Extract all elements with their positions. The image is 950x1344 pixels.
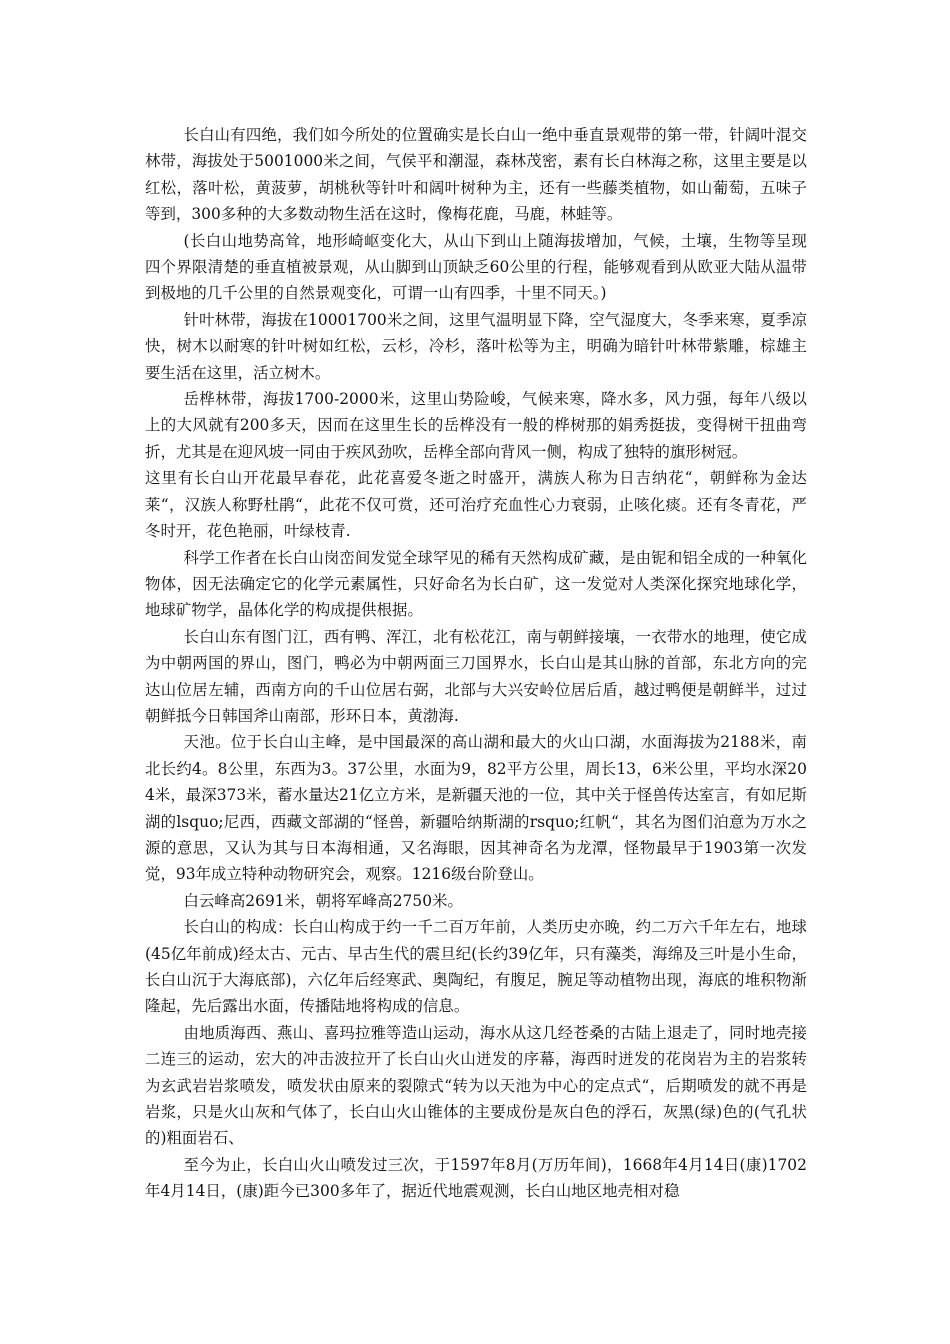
- paragraph-formation: 长白山的构成：长白山构成于约一千二百万年前，人类历史亦晚，约二万六千年左右，地球(45亿年前成)经太古、元古、早古生代的震旦纪(长约39亿年，只有藻类，海绵及三叶是小生命，长白山沉于大海底部)，六亿年后经寒武、奥陶纪，有腹足，腕足等动植物出现，海底的堆积物渐隆起，先后露出水面，传播陆地将构成的信息。: [145, 918, 807, 1016]
- paragraph-conifer-belt: 针叶林带，海拔在10001700米之间，这里气温明显下降，空气湿度大，冬季来寒，夏季凉快，树木以耐寒的针叶树如红松，云杉，冷杉，落叶松等为主，明确为暗针叶林带紫雕，棕雄主要生活在这里，活立树木。: [145, 310, 807, 382]
- paragraph-orogeny: 由地质海西、燕山、喜玛拉雅等造山运动，海水从这几经苍桑的古陆上退走了，同时地壳接二连三的运动，宏大的冲击波拉开了长白山火山迸发的序幕，海西时迸发的花岗岩为主的岩浆转为玄武岩岩浆喷发，喷发状由原来的裂隙式“转为以天池为中心的定点式“，后期喷发的就不再是岩浆，只是火山灰和气体了，长白山火山锥体的主要成份是灰白色的浮石，灰黑(绿)色的(气孔状的)粗面岩石、: [145, 1023, 807, 1148]
- paragraph-changbai-mineral: 科学工作者在长白山岗峦间发觉全球罕见的稀有天然构成矿藏，是由铌和铝全成的一种氧化物体，因无法确定它的化学元素属性，只好命名为长白矿，这一发觉对人类深化探究地球化学，地球矿物学，晶体化学的构成提供根据。: [145, 548, 807, 620]
- paragraph-geography: 长白山东有图门江，西有鸭、浑江，北有松花江，南与朝鲜接壤，一衣带水的地理，使它成为中朝两国的界山，图门，鸭必为中朝两面三刀国界水，长白山是其山脉的首部，东北方向的完达山位居左辅，西南方向的千山位居右弼，北部与大兴安岭位居后盾，越过鸭便是朝鲜半，过过朝鲜抵今日韩国斧山南部，形环日本，黄渤海.: [145, 627, 807, 725]
- document-body: [145, 122, 807, 1205]
- paragraph-four-wonders: 长白山有四绝，我们如今所处的位置确实是长白山一绝中垂直景观带的第一带，针阔叶混交林带，海拔处于5001000米之间，气侯平和潮湿，森林茂密，素有长白林海之称，这里主要是以红松，落叶松，黄菠萝，胡桃秋等针叶和阔叶树种为主，还有一些藤类植物，如山葡萄，五味子等到，300多种的大多数动物生活在这时，像梅花鹿，马鹿，林蛙等。: [145, 126, 807, 224]
- paragraph-vertical-landscape: (长白山地势高耸，地形崎岖变化大，从山下到山上随海拔增加，气候，土壤，生物等呈现四个界限清楚的垂直植被景观，从山脚到山顶缺乏60公里的行程，能够观看到从欧亚大陆从温带到极地的几千公里的自然景观变化，可谓一山有四季，十里不同天。): [145, 231, 807, 303]
- paragraph-birch-belt: 岳桦林带，海拔1700-2000米，这里山势险峻，气候来寒，降水多，风力强，每年八级以上的大风就有200多天，因而在这里生长的岳桦没有一般的桦树那的娟秀挺拔，变得树干扭曲弯折，尤其是在迎风坡一同由于疾风劲吹，岳桦全部向背风一侧，构成了独特的旗形树冠。: [145, 390, 807, 461]
- paragraph-spring-flowers: 这里有长白山开花最早春花，此花喜爱冬逝之时盛开，满族人称为日吉纳花“，朝鲜称为金达莱“，汉族人称野杜鹃“，此花不仅可赏，还可治疗充血性心力衰弱，止咳化痰。还有冬青花，严冬时开，花色艳丽，叶绿枝青.: [145, 469, 807, 541]
- paragraph-peaks: 白云峰高2691米，朝将军峰高2750米。: [183, 891, 463, 910]
- paragraph-tianchi: 天池。位于长白山主峰，是中国最深的高山湖和最大的火山口湖，水面海拔为2188米，南北长约4。8公里，东西为3。37公里，水面为9，82平方公里，周长13，6米公里，平均水深204米，最深373米，蓄水量达21亿立方米，是新疆天池的一位，其中关于怪兽传达室言，有如尼斯湖的lsquo;尼西，西藏文部湖的“怪兽，新疆哈纳斯湖的rsquo;红帆“，其名为图们泊意为万水之源的意思，又认为其与日本海相通，又名海眼，因其神奇名为龙潭，怪物最早于1903第一次发觉，93年成立特种动物研究会，观察。1216级台阶登山。: [145, 733, 807, 884]
- paragraph-eruptions: 至今为止，长白山火山喷发过三次，于1597年8月(万历年间)，1668年4月14日(康)1702年4月14日，(康)距今已300多年了，据近代地震观测，长白山地区地壳相对稳: [145, 1155, 807, 1201]
